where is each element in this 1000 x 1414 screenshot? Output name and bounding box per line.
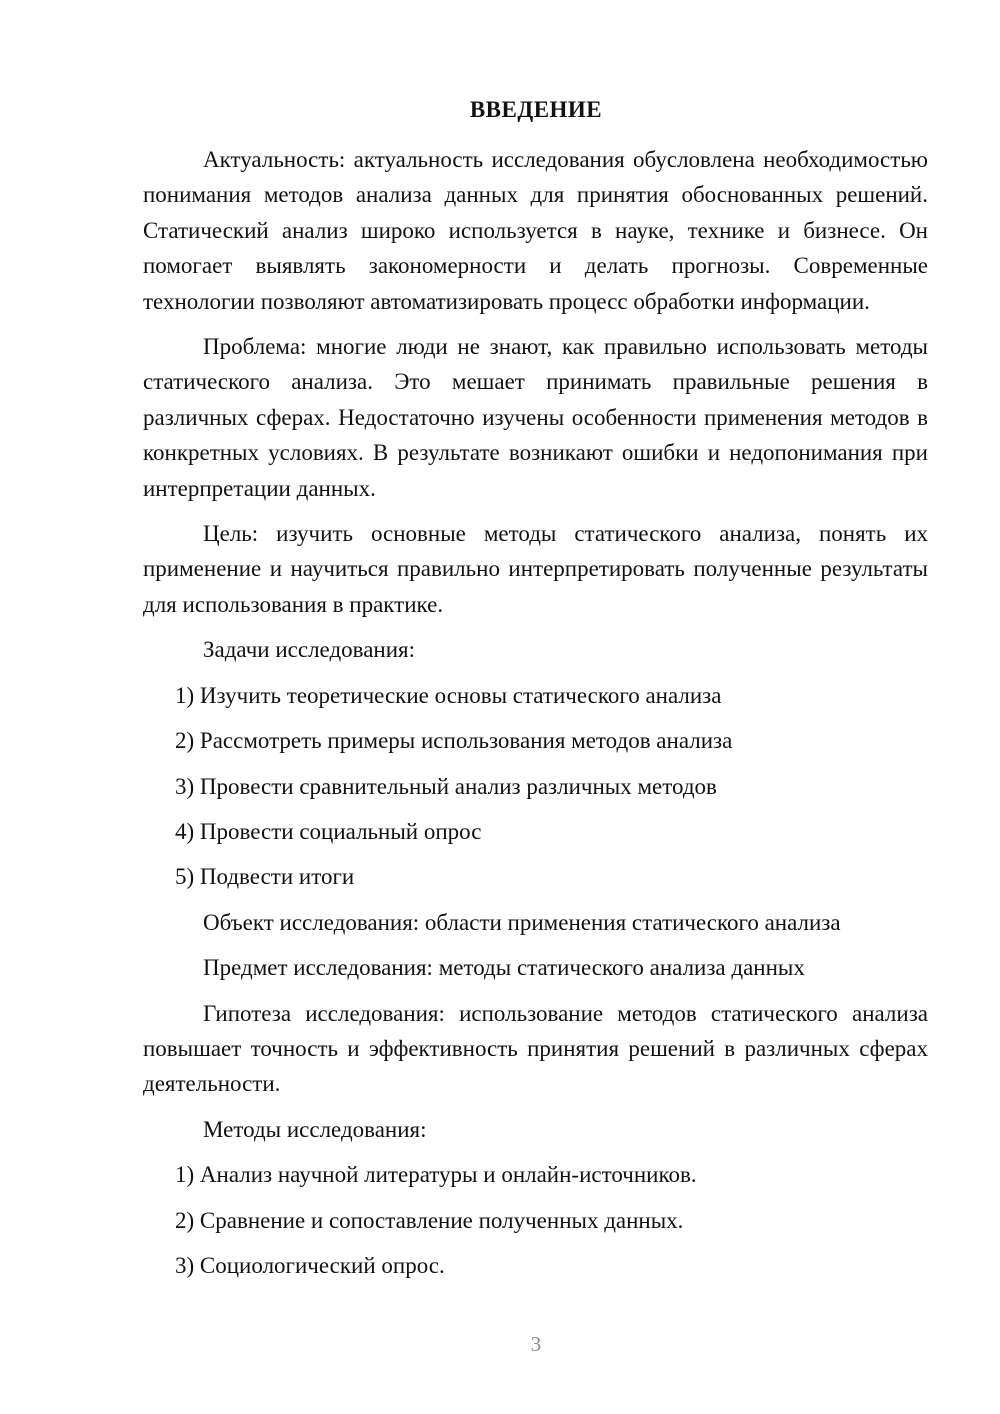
tasks-heading: Задачи исследования: (203, 637, 416, 663)
problem-paragraph: Проблема: многие люди не знают, как правильно использовать методы статического анализа. Это мешает принимать правильные решения в различных сферах. Недостаточно изучены особенности применения методов в конкретных условиях. В результате возникают ошибки и недопонимания при интерпретации данных. (143, 334, 928, 501)
document-body (143, 142, 928, 1293)
methods-heading: Методы исследования: (203, 1116, 427, 1142)
task-item-1: 1) Изучить теоретические основы статического анализа (175, 682, 722, 708)
task-item-4: 4) Провести социальный опрос (175, 818, 482, 844)
hypothesis-paragraph: Гипотеза исследования: использование методов статического анализа повышает точность и эффективность принятия решений в различных сферах деятельности. (143, 1000, 928, 1097)
task-item-5: 5) Подвести итоги (175, 864, 355, 890)
research-object: Объект исследования: области применения статического анализа (203, 909, 841, 935)
research-subject: Предмет исследования: методы статического анализа данных (203, 955, 805, 981)
method-item-1: 1) Анализ научной литературы и онлайн-источников. (175, 1162, 697, 1188)
page-number: 3 (530, 1332, 542, 1356)
task-item-2: 2) Рассмотреть примеры использования методов анализа (175, 728, 733, 754)
section-title: ВВЕДЕНИЕ (469, 97, 603, 122)
method-item-3: 3) Социологический опрос. (175, 1252, 445, 1278)
relevance-paragraph: Актуальность: актуальность исследования обусловлена необходимостью понимания методов анализа данных для принятия обоснованных решений. Статический анализ широко используется в науке, технике и бизнесе. Он помогает выявлять закономерности и делать прогнозы. Современные технологии позволяют автоматизировать процесс обработки информации. (143, 147, 928, 314)
method-item-2: 2) Сравнение и сопоставление полученных данных. (175, 1207, 684, 1233)
task-item-3: 3) Провести сравнительный анализ различных методов (175, 773, 717, 799)
goal-paragraph: Цель: изучить основные методы статического анализа, понять их применение и научиться правильно интерпретировать полученные результаты для использования в практике. (143, 521, 928, 617)
